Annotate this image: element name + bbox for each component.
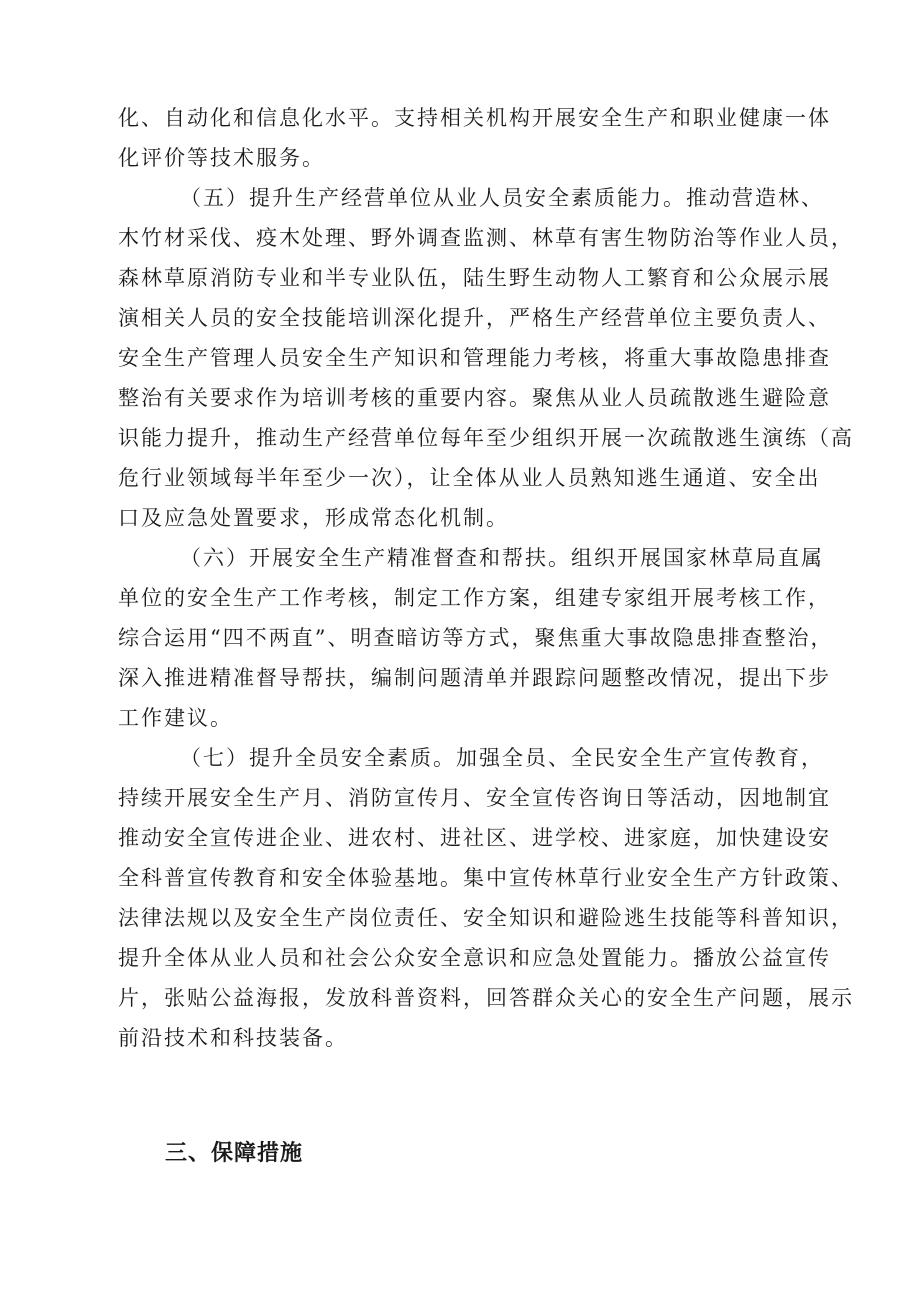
- paragraph-p5: [118, 178, 854, 538]
- text-line: 持续开展安全生产月、消防宣传月、安全宣传咨询日等活动，因地制宜: [118, 786, 831, 810]
- text-line: 单位的安全生产工作考核，制定工作方案，组建专家组开展考核工作，: [118, 586, 831, 610]
- text-line: 识能力提升，推动生产经营单位每年至少组织开展一次疏散逃生演练（高: [118, 426, 854, 450]
- text-line: 法律法规以及安全生产岗位责任、安全知识和避险逃生技能等科普知识，: [118, 906, 854, 930]
- text-line: 演相关人员的安全技能培训深化提升，严格生产经营单位主要负责人、: [118, 306, 831, 330]
- text-line: 推动安全宣传进企业、进农村、进社区、进学校、进家庭，加快建设安: [118, 826, 831, 850]
- text-line: 前沿技术和科技装备。: [118, 1026, 348, 1050]
- paragraph-p0: [118, 98, 848, 178]
- text-line: 木竹材采伐、疫木处理、野外调查监测、林草有害生物防治等作业人员，: [118, 226, 854, 250]
- text-line: 整治有关要求作为培训考核的重要内容。聚焦从业人员疏散逃生避险意: [118, 386, 831, 410]
- text-line: 安全生产管理人员安全生产知识和管理能力考核，将重大事故隐患排查: [118, 346, 831, 370]
- text-line: 全科普宣传教育和安全体验基地。集中宣传林草行业安全生产方针政策、: [118, 866, 854, 890]
- text-line: 口及应急处置要求，形成常态化机制。: [118, 506, 509, 530]
- text-line: 工作建议。: [118, 706, 233, 730]
- text-line: 提升全体从业人员和社会公众安全意识和应急处置能力。播放公益宣传: [118, 946, 831, 970]
- text-line: 危行业领域每半年至少一次），让全体从业人员熟知逃生通道、安全出: [118, 466, 821, 490]
- text-line: 综合运用“四不两直”、明查暗访等方式，聚焦重大事故隐患排查整治，: [118, 626, 834, 650]
- text-line: （七）提升全员安全素质。加强全员、全民安全生产宣传教育，: [180, 746, 824, 770]
- section-heading: 三、保障措施: [165, 1141, 304, 1166]
- text-line: （五）提升生产经营单位从业人员安全素质能力。推动营造林、: [180, 186, 824, 210]
- document-body: [118, 98, 854, 1058]
- text-line: （六）开展安全生产精准督查和帮扶。组织开展国家林草局直属: [180, 546, 824, 570]
- text-line: 深入推进精准督导帮扶，编制问题清单并跟踪问题整改情况，提出下步: [118, 666, 831, 690]
- text-line: 森林草原消防专业和半专业队伍，陆生野生动物人工繁育和公众展示展: [118, 266, 831, 290]
- text-line: 片，张贴公益海报，发放科普资料，回答群众关心的安全生产问题，展示: [118, 986, 854, 1010]
- text-line: 化、自动化和信息化水平。支持相关机构开展安全生产和职业健康一体: [118, 106, 831, 130]
- paragraph-p6: [118, 538, 848, 738]
- paragraph-p7: [118, 738, 854, 1058]
- text-line: 化评价等技术服务。: [118, 146, 325, 170]
